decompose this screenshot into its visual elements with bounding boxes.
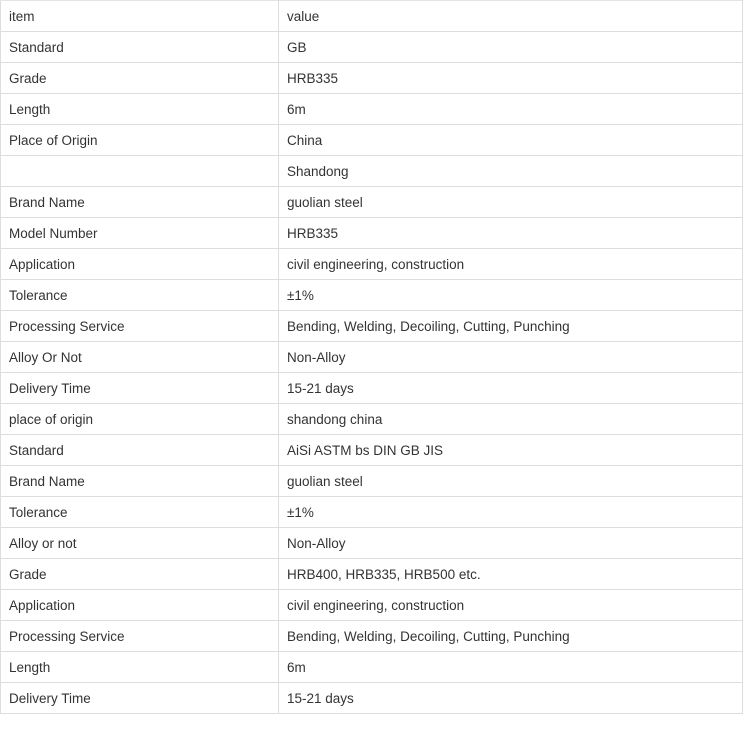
item-cell: Standard [1,435,279,466]
value-cell: guolian steel [279,187,743,218]
item-cell: Brand Name [1,466,279,497]
table-row [1,559,743,590]
item-cell: Delivery Time [1,683,279,714]
table-row [1,683,743,714]
value-cell: 15-21 days [279,683,743,714]
value-cell: Non-Alloy [279,528,743,559]
item-cell: Alloy or not [1,528,279,559]
table-row [1,249,743,280]
value-cell: HRB400, HRB335, HRB500 etc. [279,559,743,590]
item-cell: Brand Name [1,187,279,218]
table-row [1,218,743,249]
value-cell: ±1% [279,497,743,528]
header-item-cell: item [1,1,279,32]
item-cell: place of origin [1,404,279,435]
value-cell: HRB335 [279,218,743,249]
item-cell: Processing Service [1,621,279,652]
value-cell: civil engineering, construction [279,249,743,280]
value-cell: Bending, Welding, Decoiling, Cutting, Punching [279,621,743,652]
table-row [1,187,743,218]
item-cell: Place of Origin [1,125,279,156]
item-cell: Delivery Time [1,373,279,404]
table-row [1,528,743,559]
item-cell: Tolerance [1,280,279,311]
item-cell: Model Number [1,218,279,249]
value-cell: GB [279,32,743,63]
value-cell: China [279,125,743,156]
value-cell: shandong china [279,404,743,435]
value-cell: ±1% [279,280,743,311]
table-row [1,466,743,497]
table-row [1,497,743,528]
table-row [1,621,743,652]
item-cell: Application [1,590,279,621]
value-cell: civil engineering, construction [279,590,743,621]
spec-table-body [1,1,743,714]
value-cell: AiSi ASTM bs DIN GB JIS [279,435,743,466]
value-cell: 6m [279,94,743,125]
value-cell: 15-21 days [279,373,743,404]
table-row [1,280,743,311]
item-cell: Processing Service [1,311,279,342]
item-cell: Alloy Or Not [1,342,279,373]
value-cell: Non-Alloy [279,342,743,373]
table-row [1,590,743,621]
value-cell: 6m [279,652,743,683]
item-cell: Length [1,652,279,683]
table-row [1,404,743,435]
table-header-row [1,1,743,32]
table-row [1,373,743,404]
table-row [1,94,743,125]
item-cell: Application [1,249,279,280]
value-cell: Bending, Welding, Decoiling, Cutting, Punching [279,311,743,342]
item-cell: Grade [1,559,279,590]
item-cell: Tolerance [1,497,279,528]
value-cell: HRB335 [279,63,743,94]
table-row [1,311,743,342]
item-cell: Standard [1,32,279,63]
item-cell [1,156,279,187]
table-row [1,342,743,373]
value-cell: Shandong [279,156,743,187]
value-cell: guolian steel [279,466,743,497]
item-cell: Length [1,94,279,125]
table-row [1,63,743,94]
table-row [1,125,743,156]
table-row [1,32,743,63]
table-row [1,156,743,187]
table-row [1,435,743,466]
table-row [1,652,743,683]
item-cell: Grade [1,63,279,94]
header-value-cell: value [279,1,743,32]
